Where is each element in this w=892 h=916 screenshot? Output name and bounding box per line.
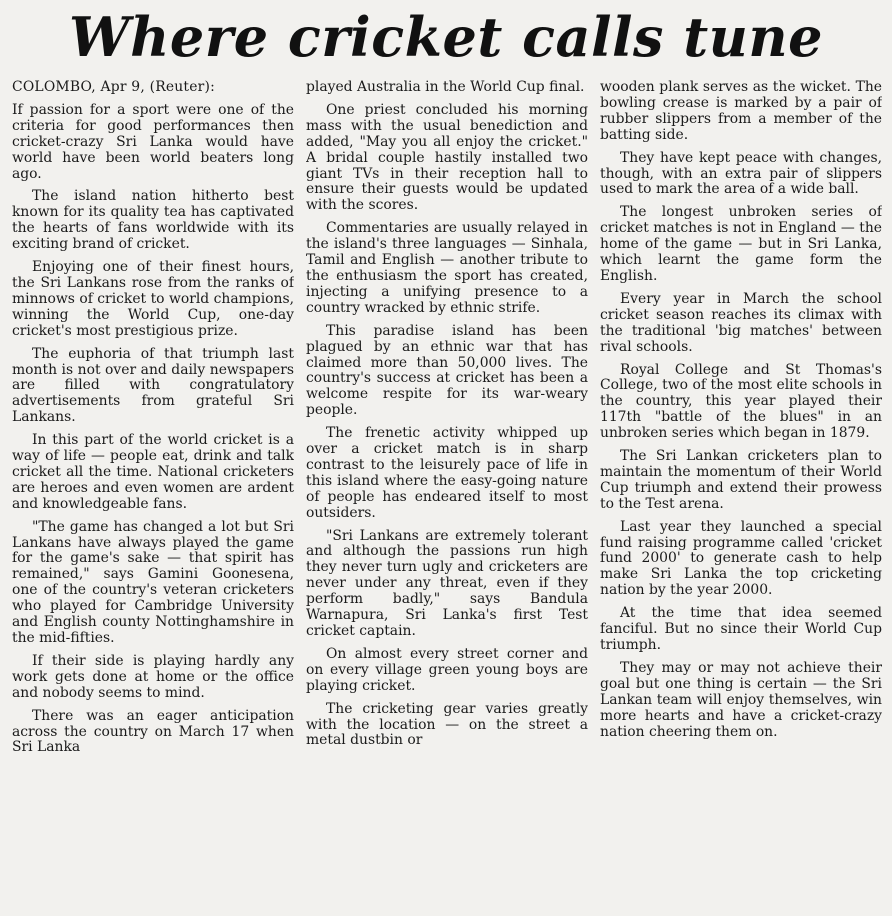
column-1	[12, 80, 294, 912]
paragraph: At the time that idea seemed fanciful. But no since their World Cup triumph.	[600, 605, 882, 653]
paragraph: Commentaries are usually relayed in the island's three languages — Sinhala, Tamil and English — another tribute to the enthusiasm the sport has created, injecting a unifying presence to a country wracked by ethnic strife.	[306, 220, 588, 316]
paragraph: If passion for a sport were one of the criteria for good performances then cricket-crazy Sri Lanka would have world have been world beaters long ago.	[12, 101, 294, 182]
column-2	[306, 80, 588, 912]
paragraph: "Sri Lankans are extremely tolerant and although the passions run high they never turn ugly and cricketers are never under any threat, even if they perform badly," says Bandula Warnapura, Sri Lanka's first Test cricket captain.	[306, 527, 588, 639]
paragraph: Last year they launched a special fund raising programme called 'cricket fund 2000' to generate cash to help make Sri Lanka the top cricketing nation by the year 2000.	[600, 518, 882, 599]
paragraph: Every year in March the school cricket season reaches its climax with the traditional 'big matches' between rival schools.	[600, 290, 882, 355]
paragraph: There was an eager anticipation across the country on March 17 when Sri Lanka	[12, 707, 294, 756]
paragraph: On almost every street corner and on every village green young boys are playing cricket.	[306, 645, 588, 694]
paragraph: "The game has changed a lot but Sri Lankans have always played the game for the game's sake — that spirit has remained," says Gamini Goonesena, one of the country's veteran cricketers who played for Cambridge University and English county Nottinghamshire in the mid-fifties.	[12, 518, 294, 646]
paragraph: In this part of the world cricket is a way of life — people eat, drink and talk cricket all the time. National cricketers are heroes and even women are ardent and knowledgeable fans.	[12, 432, 294, 512]
paragraph: The cricketing gear varies greatly with the location — on the street a metal dustbin or	[306, 700, 588, 749]
paragraph: This paradise island has been plagued by an ethnic war that has claimed more than 50,000 lives. The country's success at cricket has been a welcome respite for its war-weary people.	[306, 322, 588, 419]
paragraph: If their side is playing hardly any work gets done at home or the office and nobody seems to mind.	[12, 652, 294, 701]
headline: Where cricket calls tune	[68, 5, 824, 69]
paragraph: Royal College and St Thomas's College, two of the most elite schools in the country, this year played their 117th "battle of the blues" in an unbroken series which began in 1879.	[600, 361, 882, 442]
paragraph: The island nation hitherto best known for its quality tea has captivated the hearts of fans worldwide with its exciting brand of cricket.	[12, 188, 294, 253]
paragraph: One priest concluded his morning mass with the usual benediction and added, "May you all enjoy the cricket." A bridal couple hastily installed two giant TVs in their reception hall to ensure their guests would be updated with the scores.	[306, 101, 588, 214]
paragraph: The longest unbroken series of cricket matches is not in England — the home of the game — but in Sri Lanka, which learnt the game form the English.	[600, 204, 882, 284]
paragraph: They may or may not achieve their goal but one thing is certain — the Sri Lankan team will enjoy themselves, win more hearts and have a cricket-crazy nation cheering them on.	[600, 659, 882, 740]
paragraph: The Sri Lankan cricketers plan to maintain the momentum of their World Cup triumph and extend their prowess to the Test arena.	[600, 448, 882, 512]
paragraph: The euphoria of that triumph last month is not over and daily newspapers are filled with congratulatory advertisements from grateful Sri Lankans.	[12, 345, 294, 426]
paragraph: played Australia in the World Cup final.	[306, 80, 585, 95]
column-3	[600, 80, 882, 912]
article-body	[12, 80, 882, 912]
dateline: COLOMBO, Apr 9, (Reuter):	[12, 80, 215, 95]
paragraph: They have kept peace with changes, though, with an extra pair of slippers used to mark the area of a wide ball.	[600, 149, 882, 198]
paragraph: Enjoying one of their finest hours, the Sri Lankans rose from the ranks of minnows of cricket to world champions, winning the World Cup, one-day cricket's most prestigious prize.	[12, 259, 294, 339]
paragraph: wooden plank serves as the wicket. The bowling crease is marked by a pair of rubber slippers from a member of the batting side.	[600, 80, 882, 143]
paragraph: The frenetic activity whipped up over a cricket match is in sharp contrast to the leisurely pace of life in this island where the easy-going nature of people has endeared itself to most outsiders.	[306, 425, 588, 521]
